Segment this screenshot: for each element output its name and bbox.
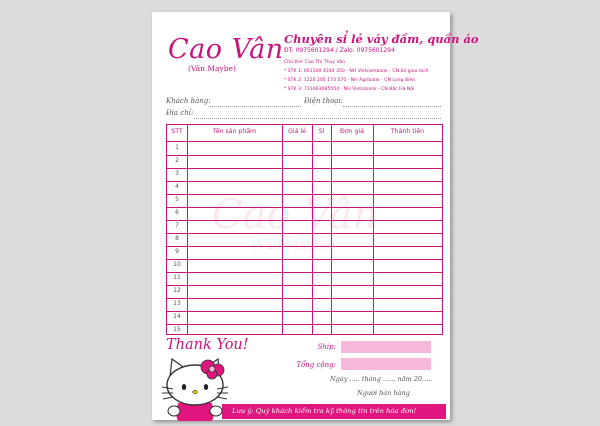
row-number: 8 (175, 235, 179, 242)
column-header-product: Tên sản phẩm (212, 128, 257, 135)
watermark-subtitle: (Vân Maybe) (252, 238, 336, 253)
row-number: 2 (175, 157, 179, 164)
bank-account-2: * STK 2: 1220 205 173 570 - NH Agribank - CN Long Biên (284, 78, 416, 83)
watermark-logo: Cao Vân (212, 192, 379, 238)
column-divider (282, 125, 283, 334)
row-number: 4 (175, 183, 179, 190)
column-header-retail-price: Giá lẻ (288, 128, 306, 135)
column-divider (331, 125, 332, 334)
customer-field (166, 97, 211, 105)
row-number: 1 (175, 144, 179, 151)
row-divider (167, 155, 442, 156)
row-number: 11 (173, 274, 181, 281)
date-line: Ngày ..... tháng ...... năm 20..... (330, 375, 433, 383)
row-number: 9 (175, 248, 179, 255)
address-label: Địa chỉ: (166, 109, 194, 117)
row-divider (167, 233, 442, 234)
row-divider (167, 272, 442, 273)
total-amount-box (341, 358, 431, 370)
row-divider (167, 311, 442, 312)
row-number: 6 (175, 209, 179, 216)
row-divider (167, 246, 442, 247)
ship-label: Ship: (317, 343, 336, 351)
row-number: 12 (173, 287, 181, 294)
column-header-stt: STT (171, 128, 183, 135)
row-number: 7 (175, 222, 179, 229)
row-number: 15 (173, 326, 181, 333)
row-number: 5 (175, 196, 179, 203)
account-owner: Chủ thẻ: Cao Thị Thuý Vân (284, 60, 346, 65)
brand-logo: Cao Vân (168, 34, 284, 65)
column-header-amount: Thành tiền (390, 128, 425, 135)
row-divider (167, 194, 442, 195)
kitty-mascot-icon (160, 355, 230, 421)
column-header-quantity: Sl (318, 128, 325, 135)
brand-subtitle: (Vân Maybe) (188, 64, 236, 73)
order-table (166, 124, 443, 335)
row-divider (167, 181, 442, 182)
row-divider (167, 298, 442, 299)
shop-phones: ĐT: 0975601294 / Zalo: 0975601294 (284, 47, 395, 54)
row-number: 10 (173, 261, 181, 268)
column-header-unit-price: Đơn giá (340, 128, 364, 135)
phone-dotted-line (343, 106, 441, 107)
customer-dotted-line (208, 106, 301, 107)
row-divider (167, 259, 442, 260)
row-divider (167, 168, 442, 169)
row-number: 3 (175, 170, 179, 177)
column-divider (373, 125, 374, 334)
ship-amount-box (341, 341, 431, 353)
row-number: 14 (173, 313, 181, 320)
customer-label: Khách hàng: (166, 97, 211, 105)
phone-label: Điện thoại: (304, 97, 344, 105)
row-divider (167, 207, 442, 208)
total-label: Tổng cộng: (296, 361, 336, 369)
row-number: 13 (173, 300, 181, 307)
invoice-sheet (152, 12, 479, 420)
row-divider (167, 220, 442, 221)
address-dotted-line (194, 118, 441, 119)
row-divider (167, 324, 442, 325)
thank-you-text: Thank You! (166, 337, 249, 353)
row-divider (167, 285, 442, 286)
seller-signature-label: Người bán hàng (357, 389, 410, 397)
shop-title: Chuyên sỉ lẻ váy đầm, quần áo (284, 32, 479, 46)
column-divider (312, 125, 313, 334)
bank-account-1: * STK 1: 001100 4344 350 - NH Vietcombank - CN Sở giao dịch (284, 69, 429, 74)
note-text: Lưu ý: Quý khách kiểm tra kỹ thông tin trên hóa đơn! (232, 407, 417, 415)
bank-account-3: * STK 3: 711A63085554 - NH Vietinbank - CN Bắc Hà Nội (284, 87, 415, 92)
column-divider (187, 125, 188, 334)
